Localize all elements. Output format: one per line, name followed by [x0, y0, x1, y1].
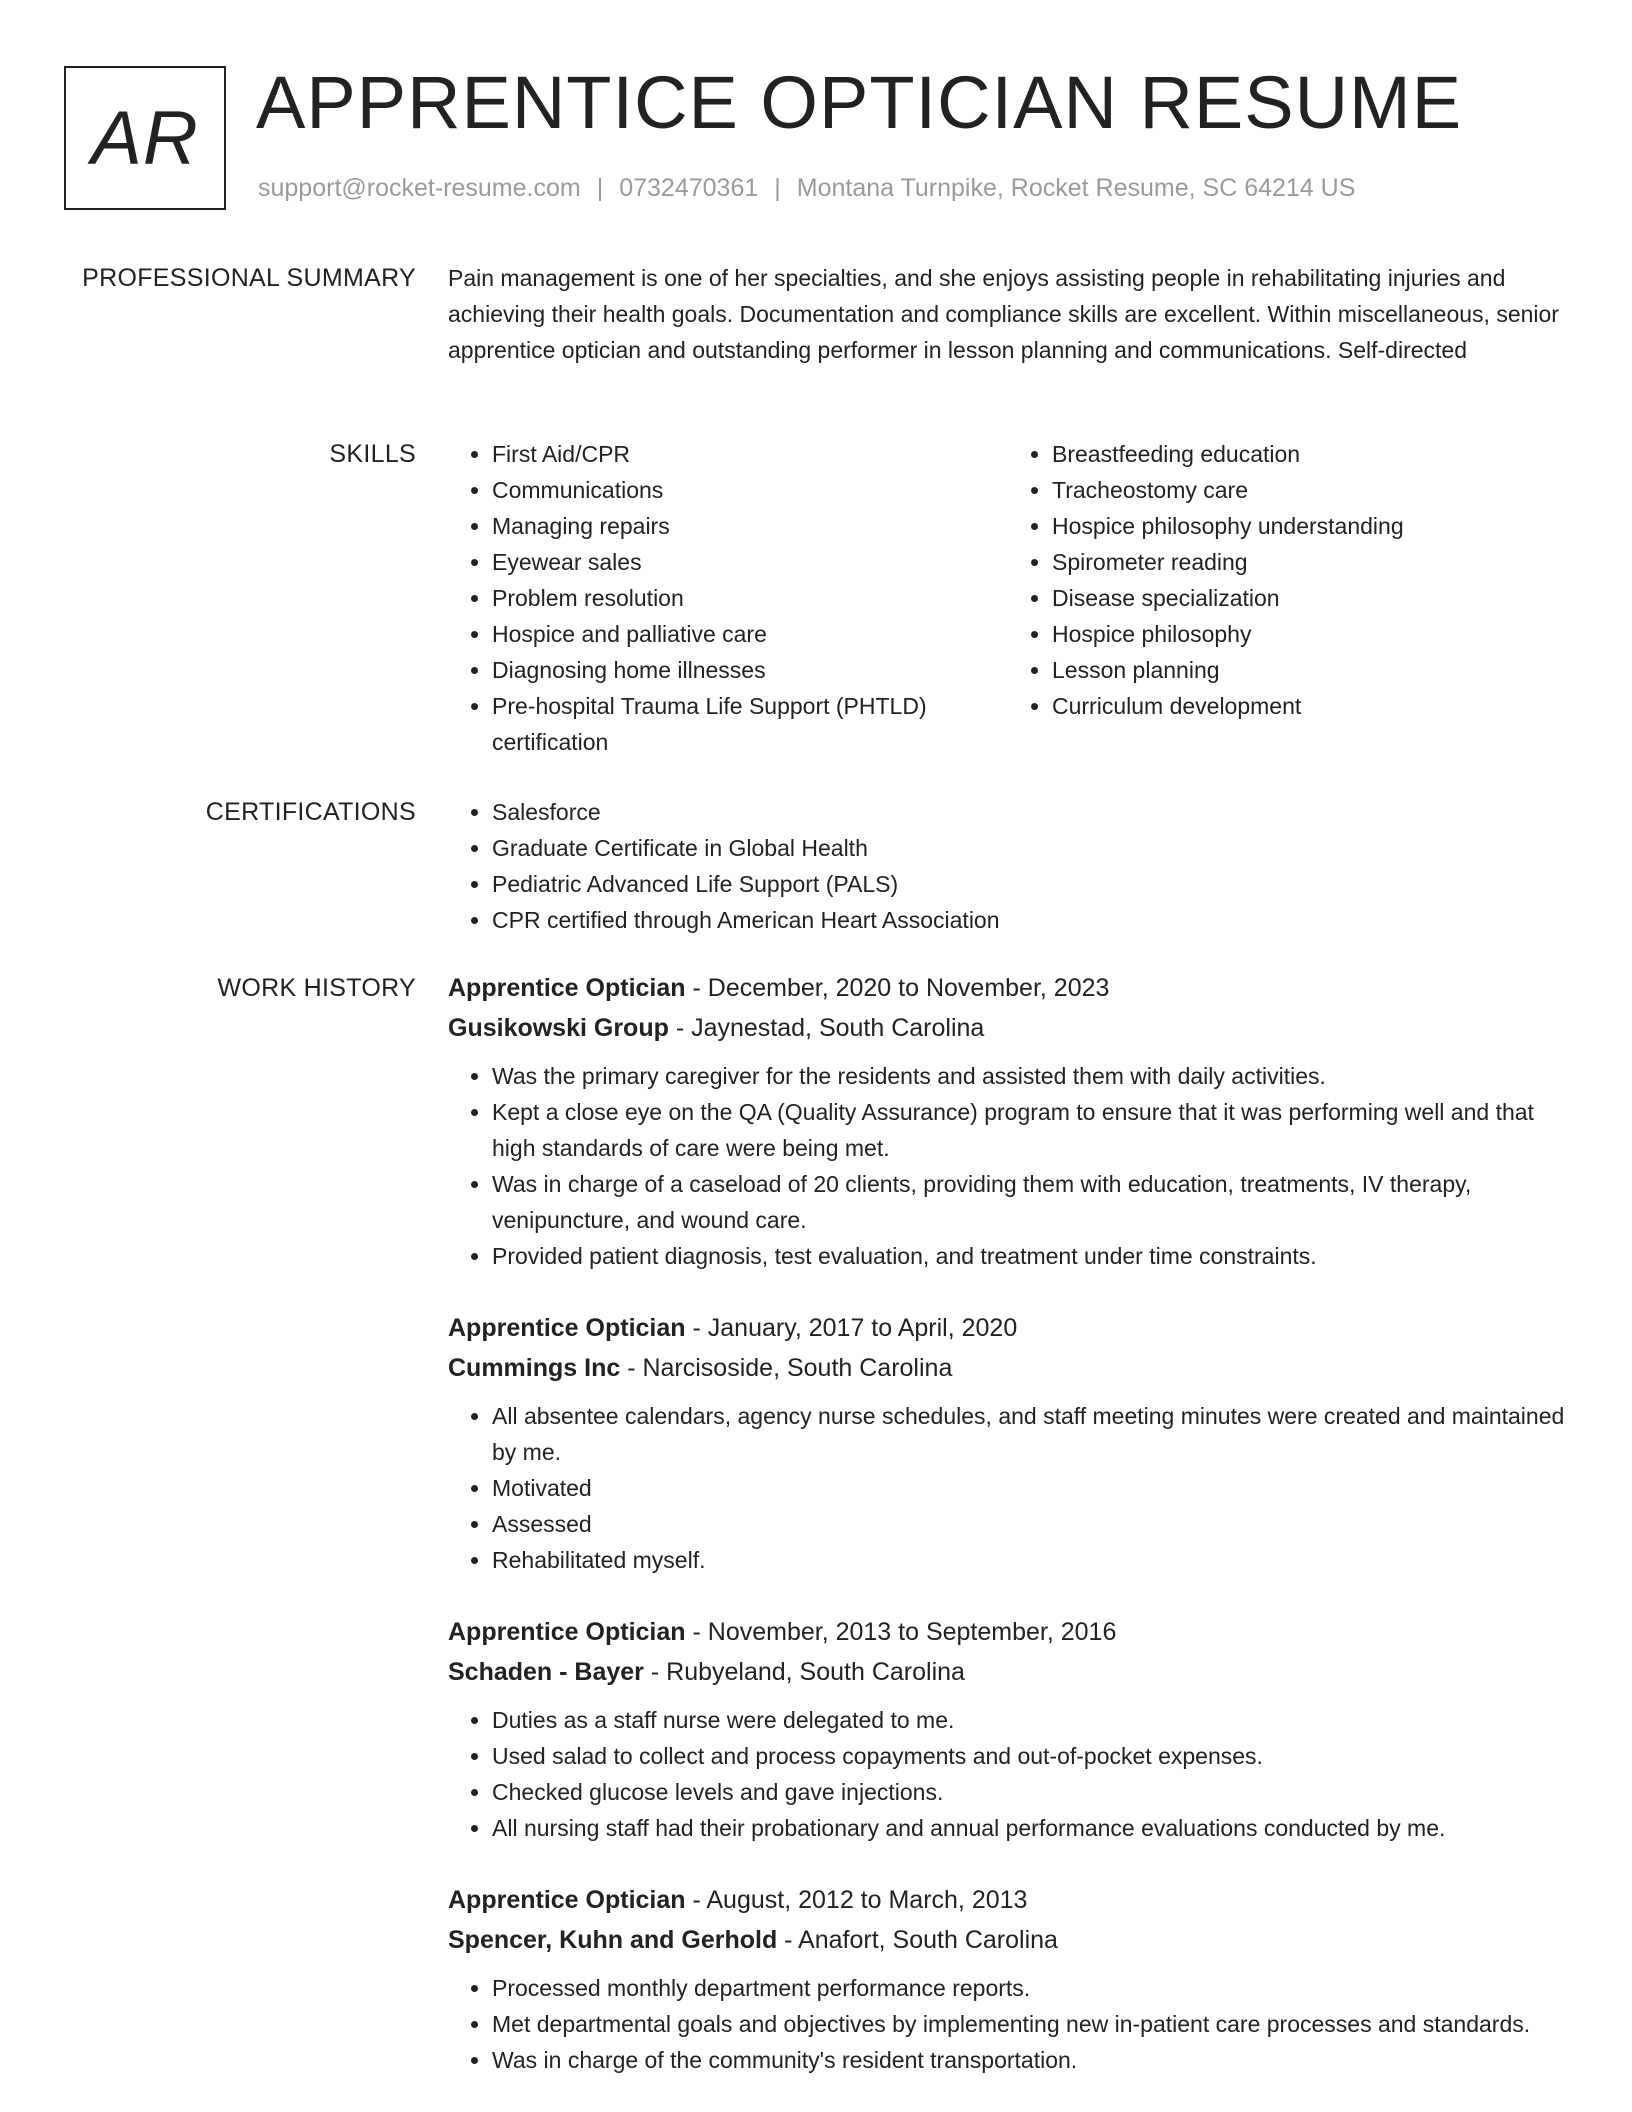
list-item: • Provided patient diagnosis, test evaluation, and treatment under time constraints. — [492, 1238, 1568, 1274]
job-duties-list — [448, 1702, 1568, 1846]
list-item: • Pediatric Advanced Life Support (PALS) — [492, 866, 1568, 902]
list-item: • Was the primary caregiver for the residents and assisted them with daily activities. — [492, 1058, 1568, 1094]
list-item: • Checked glucose levels and gave injections. — [492, 1774, 1568, 1810]
work-history-heading: WORK HISTORY — [217, 974, 416, 1002]
contact-email[interactable]: support@rocket-resume.com — [258, 174, 581, 202]
list-item: • Was in charge of the community's resident transportation. — [492, 2042, 1568, 2078]
skills-heading: SKILLS — [329, 440, 416, 468]
monogram-logo: AR — [64, 66, 226, 210]
job-company-line — [448, 1652, 1568, 1692]
list-item: • First Aid/CPR — [492, 436, 1008, 472]
list-item: • Tracheostomy care — [1052, 472, 1568, 508]
list-item: • All nursing staff had their probationary and annual performance evaluations conducted by me. — [492, 1810, 1568, 1846]
list-item: • Curriculum development — [1052, 688, 1568, 724]
list-item: • Salesforce — [492, 794, 1568, 830]
list-item: • Lesson planning — [1052, 652, 1568, 688]
job-company: Spencer, Kuhn and Gerhold — [448, 1926, 778, 1954]
contact-separator: | — [774, 174, 781, 202]
job-duties-list — [448, 1398, 1568, 1578]
job-dates: - January, 2017 to April, 2020 — [685, 1314, 1018, 1342]
summary-text: Pain management is one of her specialties, and she enjoys assisting people in rehabilitating injuries and achieving their health goals. Documentation and compliance skills are excellent. Within miscellaneous, senior apprentice optician and outstanding performer in lesson planning and communications. Self-directed — [448, 265, 1559, 363]
work-history-list — [448, 968, 1568, 2112]
job-entry — [448, 1880, 1568, 2078]
list-item: • Rehabilitated myself. — [492, 1542, 1568, 1578]
list-item: • Disease specialization — [1052, 580, 1568, 616]
summary-heading: PROFESSIONAL SUMMARY — [82, 264, 416, 292]
job-company: Schaden - Bayer — [448, 1658, 644, 1686]
skills-list-right — [1008, 436, 1568, 760]
job-title: Apprentice Optician — [448, 1886, 686, 1914]
job-dates: - December, 2020 to November, 2023 — [685, 974, 1110, 1002]
job-location: - Narcisoside, South Carolina — [620, 1354, 953, 1382]
job-title-line — [448, 968, 1568, 1008]
job-entry — [448, 968, 1568, 1274]
contact-address: Montana Turnpike, Rocket Resume, SC 64214 US — [796, 174, 1356, 202]
list-item: • Used salad to collect and process copayments and out-of-pocket expenses. — [492, 1738, 1568, 1774]
list-item: • Graduate Certificate in Global Health — [492, 830, 1568, 866]
job-company-line — [448, 1348, 1568, 1388]
list-item: • Breastfeeding education — [1052, 436, 1568, 472]
job-location: - Jaynestad, South Carolina — [668, 1014, 985, 1042]
job-title-line — [448, 1612, 1568, 1652]
job-company: Gusikowski Group — [448, 1014, 669, 1042]
list-item: • Spirometer reading — [1052, 544, 1568, 580]
list-item: • Problem resolution — [492, 580, 1008, 616]
job-company-line — [448, 1008, 1568, 1048]
list-item: • Assessed — [492, 1506, 1568, 1542]
list-item: • Met departmental goals and objectives by implementing new in-patient care processes and standards. — [492, 2006, 1568, 2042]
list-item: • Kept a close eye on the QA (Quality Assurance) program to ensure that it was performing well and that high standards of care were being met. — [492, 1094, 1568, 1166]
list-item: • Pre-hospital Trauma Life Support (PHTLD) certification — [492, 688, 1008, 760]
job-duties-list — [448, 1970, 1568, 2078]
job-location: - Anafort, South Carolina — [777, 1926, 1058, 1954]
job-entry — [448, 1308, 1568, 1578]
list-item: • Processed monthly department performance reports. — [492, 1970, 1568, 2006]
list-item: • Hospice and palliative care — [492, 616, 1008, 652]
certifications-heading: CERTIFICATIONS — [205, 798, 416, 826]
job-company: Cummings Inc — [448, 1354, 621, 1382]
skills-list-left — [448, 436, 1008, 760]
job-location: - Rubyeland, South Carolina — [643, 1658, 965, 1686]
certifications-list — [448, 794, 1568, 938]
list-item: • All absentee calendars, agency nurse schedules, and staff meeting minutes were created and maintained by me. — [492, 1398, 1568, 1470]
list-item: • Managing repairs — [492, 508, 1008, 544]
contact-phone[interactable]: 0732470361 — [619, 174, 759, 202]
job-title: Apprentice Optician — [448, 1618, 686, 1646]
job-duties-list — [448, 1058, 1568, 1274]
list-item: • Duties as a staff nurse were delegated to me. — [492, 1702, 1568, 1738]
list-item: • Was in charge of a caseload of 20 clients, providing them with education, treatments, IV therapy, venipuncture, and wound care. — [492, 1166, 1568, 1238]
job-title: Apprentice Optician — [448, 1314, 686, 1342]
list-item: • Communications — [492, 472, 1008, 508]
job-title-line — [448, 1880, 1568, 1920]
list-item: • Hospice philosophy understanding — [1052, 508, 1568, 544]
contact-separator: | — [596, 174, 604, 202]
job-entry — [448, 1612, 1568, 1846]
resume-title: APPRENTICE OPTICIAN RESUME — [256, 61, 1463, 144]
list-item: • CPR certified through American Heart Association — [492, 902, 1568, 938]
list-item: • Diagnosing home illnesses — [492, 652, 1008, 688]
job-title: Apprentice Optician — [448, 974, 686, 1002]
job-title-line — [448, 1308, 1568, 1348]
list-item: • Eyewear sales — [492, 544, 1008, 580]
job-dates: - November, 2013 to September, 2016 — [685, 1618, 1117, 1646]
list-item: • Hospice philosophy — [1052, 616, 1568, 652]
list-item: • Motivated — [492, 1470, 1568, 1506]
job-dates: - August, 2012 to March, 2013 — [685, 1886, 1028, 1914]
job-company-line — [448, 1920, 1568, 1960]
contact-line — [258, 174, 1355, 203]
